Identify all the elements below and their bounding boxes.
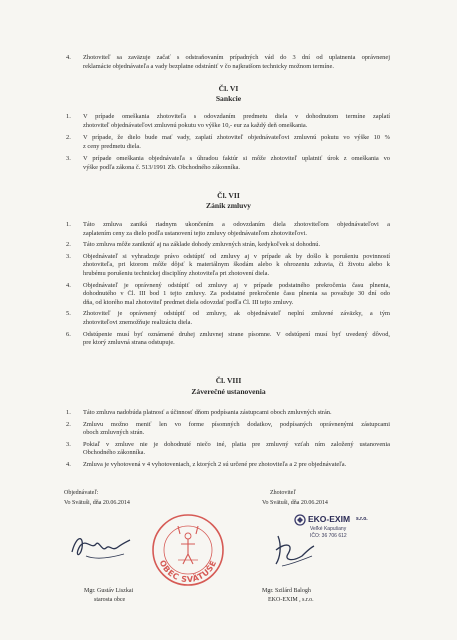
item-text-line: Zmluvu možno meniť len vo forme písomných dodatkov, podpísaných oprávnenými zástupcami xyxy=(83,420,390,428)
company-logo-icon xyxy=(294,514,306,526)
item-text-line: zaplatením ceny za dielo podľa ustanovení tejto zmluvy objednávateľom zhotoviteľovi. xyxy=(83,229,307,237)
section-subtitle: Zánik zmluvy xyxy=(206,201,251,210)
item-number: 4. xyxy=(66,281,71,289)
right-place-date: Vo Svätuši, dňa 20.06.2014 xyxy=(262,500,328,506)
company-stamp-suffix: s.r.o. xyxy=(356,516,368,522)
item-number: 3. xyxy=(66,155,71,163)
item-text-line: Obchodného zákonníka. xyxy=(83,449,146,457)
item-text-line: z ceny predmetu diela. xyxy=(83,142,141,150)
item-text-line: V prípade omeškania zhotoviteľa s odovzdaním predmetu diela v dohodnutom termíne zaplatí xyxy=(83,113,390,120)
item-text-line: Táto zmluva zaniká riadnym ukončením a odovzdaním diela zhotoviteľom objednávateľovi a xyxy=(83,221,390,228)
item-text-line: dohodnutého v Čl. III bod 1 tejto zmluvy. Za podstatné prekročenie času plnenia sa považuje 30 dní odo xyxy=(83,290,390,298)
right-signatory-name: Mgr. Szilárd Balogh xyxy=(262,588,311,594)
item-text-line: zhotoviteľ objednávateľovi zmluvnú pokutu vo výške 10,- eur za každý deň omeškania. xyxy=(83,121,308,129)
item-number: 1. xyxy=(66,113,71,120)
item-number: 4. xyxy=(66,54,71,61)
item-number: 5. xyxy=(66,310,71,318)
item-text-line: Táto zmluva môže zaniknúť aj na základe dohody zmluvných strán, kedykoľvek si dohodnú. xyxy=(83,241,321,249)
item-number: 3. xyxy=(66,440,71,448)
item-text-line: V prípade omeškania objednávateľa s úhradou faktúr si môže zhotoviteľ uplatniť úrok z omeškania vo xyxy=(83,155,390,163)
item-text-line: reklamácie objednávateľa a vady bezplatne odstrániť v čo najkratšom technicky možnom termíne. xyxy=(83,62,334,70)
item-text-line: V prípade, že dielo bude mať vady, zaplatí zhotoviteľ objednávateľovi zmluvnú pokutu vo výške 10 % xyxy=(83,134,390,142)
item-text-line: zhotoviteľovi znemožňuje realizáciu diela. xyxy=(83,319,193,326)
item-number: 3. xyxy=(66,252,71,260)
item-number: 4. xyxy=(66,461,71,468)
company-stamp-line2: IČO: 36 706 612 xyxy=(310,533,347,539)
municipal-seal xyxy=(150,512,226,588)
left-signatory-name: Mgr. Gustáv Liszkai xyxy=(84,588,134,594)
section-title: Čl. VII xyxy=(217,191,240,200)
item-text-line: hrubému porušeniu technickej disciplíny zhotoviteľa pri zhotovení diela. xyxy=(83,270,270,277)
item-number: 2. xyxy=(66,241,71,249)
item-text-line: Zhotoviteľ sa zaväzuje začať s odstraňovaním prípadných vád do 3 dní od uplatnenia oprávnenej xyxy=(83,54,390,61)
item-number: 2. xyxy=(66,420,71,428)
item-text-line: Objednávateľ si vyhradzuje právo odstúpiť od zmluvy aj v prípade ak by došlo k porušeniu povinností xyxy=(83,252,390,260)
item-number: 1. xyxy=(66,409,71,416)
section-title: Čl. VI xyxy=(218,84,239,93)
company-stamp-name: EKO-EXIM xyxy=(308,514,351,524)
seal-text: OBEC SVÄTUŠE xyxy=(157,558,219,585)
left-signatory-role: Objednávateľ: xyxy=(64,490,99,496)
item-text-line: zhotoviteľa, pri ktorom môže dôjsť k materiálnym škodám alebo k ohrozeniu zdravia, či životu alebo k xyxy=(83,261,390,269)
item-text-line: dňa, od ktorého mal zhotoviteľ predmet diela odovzdať podľa Čl. III tejto zmluvy. xyxy=(83,298,294,306)
right-signatory-title: EKO-EXIM , s.r.o. xyxy=(268,597,314,603)
svg-text:OBEC SVÄTUŠE xyxy=(158,559,219,584)
item-text-line: Objednávateľ je oprávnený odstúpiť od zmluvy aj v prípade podstatného prekročenia času plnenia, xyxy=(83,281,390,289)
item-text-line: oboch zmluvných strán. xyxy=(83,429,145,437)
item-text-line: pre ktorý zmluvná strana odstupuje. xyxy=(83,339,175,347)
item-number: 1. xyxy=(66,221,71,228)
item-text-line: Zhotoviteľ je oprávnený odstúpiť od zmluvy, ak objednávateľ neplní zmluvné záväzky, a tým xyxy=(83,310,390,318)
section-subtitle: Sankcie xyxy=(215,94,242,103)
company-stamp-line1: Veľké Kapušany xyxy=(310,526,347,532)
item-text-line: Pokiaľ v zmluve nie je dohodnuté niečo iné, platia pre zmluvný vzťah ním založený ustanovenia xyxy=(83,440,390,448)
item-text-line: Zmluva je vyhotovená v 4 vyhotoveniach, z ktorých 2 sú určené pre zhotoviteľa a 2 pre objednávateľa. xyxy=(83,461,347,468)
section-title: Čl. VIII xyxy=(215,376,242,385)
item-text-line: Táto zmluva nadobúda platnosť a účinnosť dňom podpísania zástupcami oboch zmluvných strán. xyxy=(83,409,332,416)
right-signatory-role: Zhotoviteľ xyxy=(270,490,296,496)
item-number: 2. xyxy=(66,134,71,142)
item-text-line: výške podľa zákona č. 513/1991 Zb. Obchodného zákonníka. xyxy=(83,164,240,171)
item-text-line: Odstúpenie musí byť oznámené druhej zmluvnej strane písomne. V odstúpení musí byť uvedený dôvod, xyxy=(83,330,390,338)
left-handwritten-signature xyxy=(66,530,136,564)
item-number: 6. xyxy=(66,330,71,338)
left-signatory-title: starosta obce xyxy=(94,597,126,603)
left-place-date: Vo Svätuši, dňa 20.06.2014 xyxy=(64,500,130,506)
section-subtitle: Záverečné ustanovenia xyxy=(191,387,266,396)
